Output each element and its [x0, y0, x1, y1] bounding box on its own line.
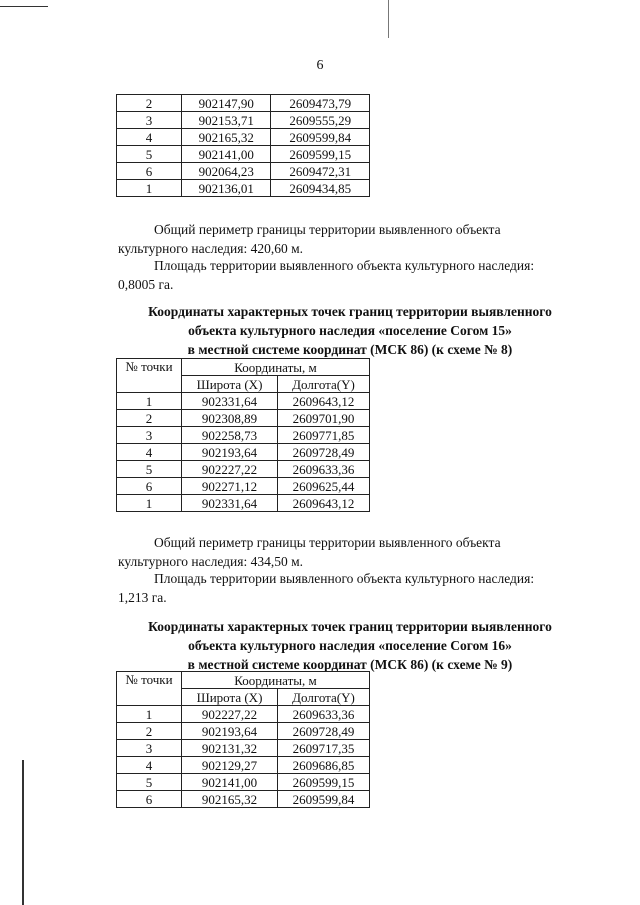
latitude-cell: 902331,64	[182, 495, 278, 512]
header-longitude: Долгота(Y)	[278, 689, 370, 706]
point-number-cell: 4	[117, 444, 182, 461]
longitude-cell: 2609686,85	[278, 757, 370, 774]
longitude-cell: 2609701,90	[278, 410, 370, 427]
table-row	[117, 774, 370, 791]
area-paragraph-2: Площадь территории выявленного объекта культурного наследия: 1,213 га.	[118, 571, 535, 605]
latitude-cell: 902258,73	[182, 427, 278, 444]
table-row	[117, 723, 370, 740]
longitude-cell: 2609643,12	[278, 495, 370, 512]
point-number-cell: 3	[117, 112, 182, 129]
longitude-cell: 2609472,31	[271, 163, 370, 180]
table-row	[117, 410, 370, 427]
perimeter-paragraph-1: Общий периметр границы территории выявленного объекта культурного наследия: 420,60 м.	[118, 222, 501, 256]
longitude-cell: 2609633,36	[278, 706, 370, 723]
point-number-cell: 3	[117, 740, 182, 757]
table-row	[117, 461, 370, 478]
longitude-cell: 2609728,49	[278, 444, 370, 461]
longitude-cell: 2609728,49	[278, 723, 370, 740]
longitude-cell: 2609599,84	[271, 129, 370, 146]
table-row	[117, 495, 370, 512]
table-row	[117, 444, 370, 461]
coordinates-table-3	[116, 671, 370, 808]
scan-artifact-top	[0, 6, 48, 7]
longitude-cell: 2609599,15	[278, 774, 370, 791]
latitude-cell: 902193,64	[182, 444, 278, 461]
header-longitude: Долгота(Y)	[278, 376, 370, 393]
latitude-cell: 902136,01	[182, 180, 271, 197]
point-number-cell: 1	[117, 393, 182, 410]
table-row	[117, 163, 370, 180]
table-row	[117, 146, 370, 163]
point-number-cell: 1	[117, 180, 182, 197]
latitude-cell: 902153,71	[182, 112, 271, 129]
point-number-cell: 2	[117, 95, 182, 112]
point-number-cell: 2	[117, 723, 182, 740]
perimeter-paragraph-2: Общий периметр границы территории выявленного объекта культурного наследия: 434,50 м.	[118, 535, 501, 569]
latitude-cell: 902308,89	[182, 410, 278, 427]
point-number-cell: 4	[117, 757, 182, 774]
longitude-cell: 2609473,79	[271, 95, 370, 112]
point-number-cell: 5	[117, 146, 182, 163]
point-number-cell: 5	[117, 461, 182, 478]
longitude-cell: 2609771,85	[278, 427, 370, 444]
longitude-cell: 2609643,12	[278, 393, 370, 410]
point-number-cell: 5	[117, 774, 182, 791]
latitude-cell: 902064,23	[182, 163, 271, 180]
table-row	[117, 129, 370, 146]
header-point-number: № точки	[117, 672, 182, 706]
coordinates-table-continued	[116, 94, 370, 197]
header-point-number: № точки	[117, 359, 182, 393]
latitude-cell: 902271,12	[182, 478, 278, 495]
coordinates-table-2	[116, 358, 370, 512]
point-number-cell: 6	[117, 478, 182, 495]
scan-artifact-right	[388, 0, 389, 38]
section-heading-2: Координаты характерных точек границ территории выявленного объекта культурного наследия «поселение Согом 15» в местной системе координат (МСК 86) (к схеме № 8)	[148, 304, 552, 357]
point-number-cell: 6	[117, 791, 182, 808]
table-row	[117, 740, 370, 757]
point-number-cell: 2	[117, 410, 182, 427]
latitude-cell: 902227,22	[182, 706, 278, 723]
latitude-cell: 902141,00	[182, 774, 278, 791]
page-number: 6	[316, 58, 324, 73]
table-row	[117, 757, 370, 774]
section-heading-3: Координаты характерных точек границ территории выявленного объекта культурного наследия «поселение Согом 16» в местной системе координат (МСК 86) (к схеме № 9)	[148, 619, 552, 672]
header-latitude: Широта (X)	[182, 376, 278, 393]
header-latitude: Широта (X)	[182, 689, 278, 706]
point-number-cell: 4	[117, 129, 182, 146]
longitude-cell: 2609599,15	[271, 146, 370, 163]
latitude-cell: 902141,00	[182, 146, 271, 163]
point-number-cell: 1	[117, 706, 182, 723]
longitude-cell: 2609555,29	[271, 112, 370, 129]
longitude-cell: 2609599,84	[278, 791, 370, 808]
table-row	[117, 393, 370, 410]
header-coordinates: Координаты, м	[182, 672, 370, 689]
point-number-cell: 1	[117, 495, 182, 512]
latitude-cell: 902165,32	[182, 129, 271, 146]
longitude-cell: 2609633,36	[278, 461, 370, 478]
latitude-cell: 902331,64	[182, 393, 278, 410]
latitude-cell: 902131,32	[182, 740, 278, 757]
latitude-cell: 902165,32	[182, 791, 278, 808]
table-row	[117, 112, 370, 129]
scan-artifact-left-edge	[22, 760, 24, 905]
longitude-cell: 2609717,35	[278, 740, 370, 757]
point-number-cell: 3	[117, 427, 182, 444]
table-row	[117, 478, 370, 495]
table-row	[117, 427, 370, 444]
table-row	[117, 791, 370, 808]
table-row	[117, 95, 370, 112]
longitude-cell: 2609625,44	[278, 478, 370, 495]
longitude-cell: 2609434,85	[271, 180, 370, 197]
header-coordinates: Координаты, м	[182, 359, 370, 376]
latitude-cell: 902193,64	[182, 723, 278, 740]
latitude-cell: 902147,90	[182, 95, 271, 112]
table-row	[117, 180, 370, 197]
table-row	[117, 706, 370, 723]
area-paragraph-1: Площадь территории выявленного объекта культурного наследия: 0,8005 га.	[118, 258, 535, 292]
latitude-cell: 902227,22	[182, 461, 278, 478]
point-number-cell: 6	[117, 163, 182, 180]
latitude-cell: 902129,27	[182, 757, 278, 774]
